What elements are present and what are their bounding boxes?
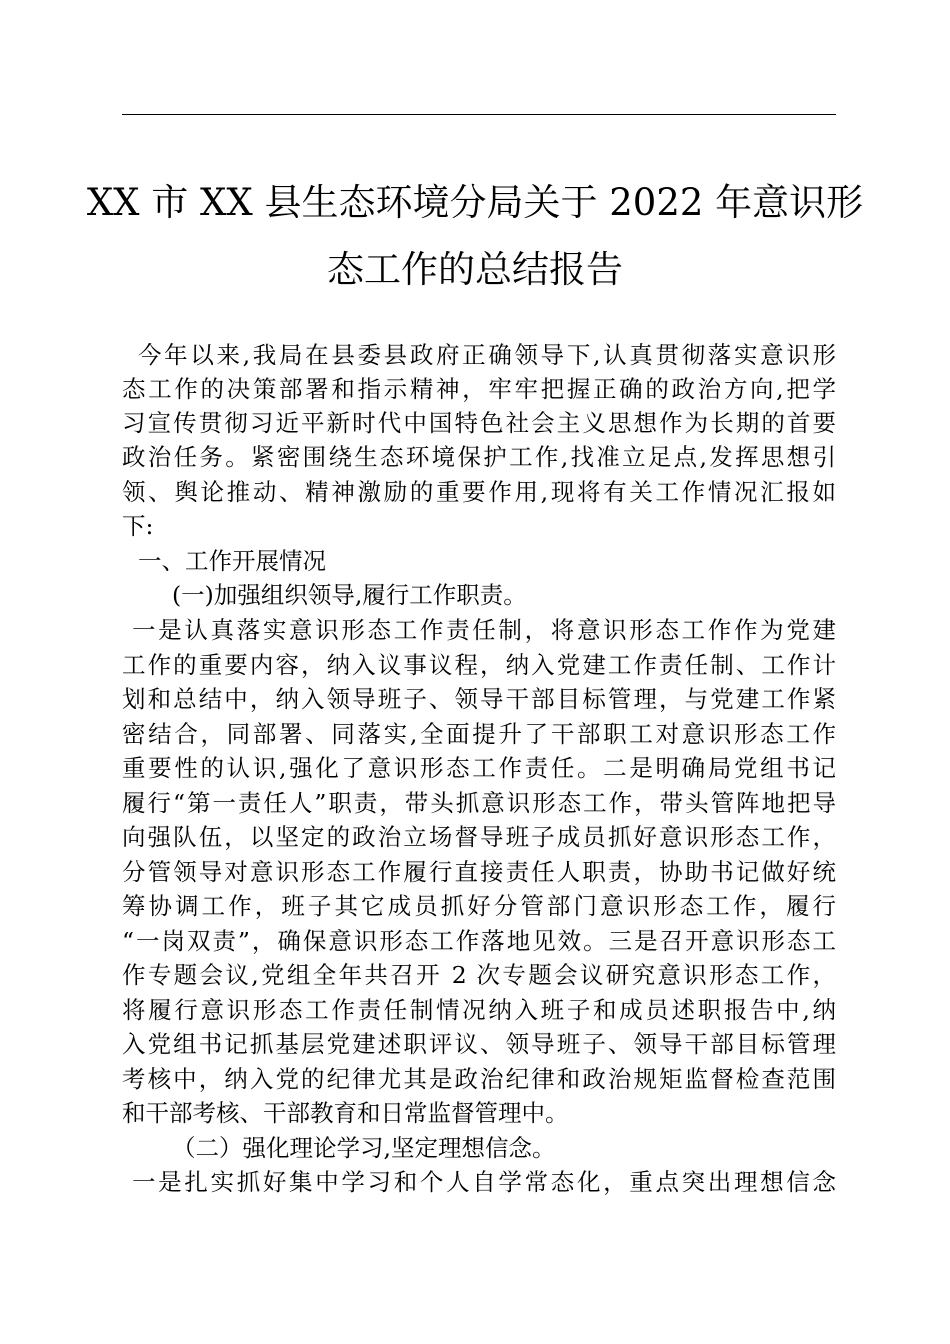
body-line: 一是认真落实意识形态工作责任制，将意识形态工作作为党建 [132,616,836,644]
body-line: 态工作的决策部署和指示精神，牢牢把握正确的政治方向,把学 [122,375,836,403]
header-rule [122,114,836,115]
body-line: 和干部考核、干部教育和日常监督管理中。 [122,1099,569,1127]
body-line: 划和总结中，纳入领导班子、领导干部目标管理，与党建工作紧 [122,685,836,713]
body-line: 将履行意识形态工作责任制情况纳入班子和成员述职报告中,纳 [122,996,836,1024]
body-line: 向强队伍，以坚定的政治立场督导班子成员抓好意识形态工作， [122,823,836,851]
body-line: 领、舆论推动、精神激励的重要作用,现将有关工作情况汇报如 [122,478,836,506]
section-heading: 一、工作开展情况 [138,547,326,575]
body-line: 政治任务。紧密围绕生态环境保护工作,找准立足点,发挥思想引 [122,443,836,471]
body-line: 入党组书记抓基层党建述职评议、领导班子、领导干部目标管理 [122,1030,836,1058]
document-title-line-2: 态工作的总结报告 [327,248,623,291]
body-line: 重要性的认识,强化了意识形态工作责任。二是明确局党组书记 [122,754,836,782]
body-line: 工作的重要内容，纳入议事议程，纳入党建工作责任制、工作计 [122,651,836,679]
body-line: 下: [122,512,154,540]
body-line: 考核中，纳入党的纪律尤其是政治纪律和政治规矩监督检查范围 [122,1065,836,1093]
body-line: 作专题会议,党组全年共召开 2 次专题会议研究意识形态工作， [122,961,836,989]
body-line: 分管领导对意识形态工作履行直接责任人职责，协助书记做好统 [122,858,836,886]
body-line: “一岗双责”，确保意识形态工作落地见效。三是召开意识形态工 [122,927,836,955]
subsection-heading: （二）强化理论学习,坚定理想信念。 [172,1134,556,1162]
body-line: 一是扎实抓好集中学习和个人自学常态化，重点突出理想信念 [132,1168,836,1196]
body-line: 习宣传贯彻习近平新时代中国特色社会主义思想作为长期的首要 [122,409,836,437]
body-line: 履行“第一责任人”职责，带头抓意识形态工作，带头管阵地把导 [122,789,836,817]
subsection-heading: (一)加强组织领导,履行工作职责。 [172,581,527,609]
body-line: 筹协调工作，班子其它成员抓好分管部门意识形态工作，履行 [122,892,836,920]
body-line: 今年以来,我局在县委县政府正确领导下,认真贯彻落实意识形 [138,341,836,369]
body-line: 密结合，同部署、同落实,全面提升了干部职工对意识形态工作 [122,720,836,748]
document-title-line-1: XX 市 XX 县生态环境分局关于 2022 年意识形 [86,181,864,224]
